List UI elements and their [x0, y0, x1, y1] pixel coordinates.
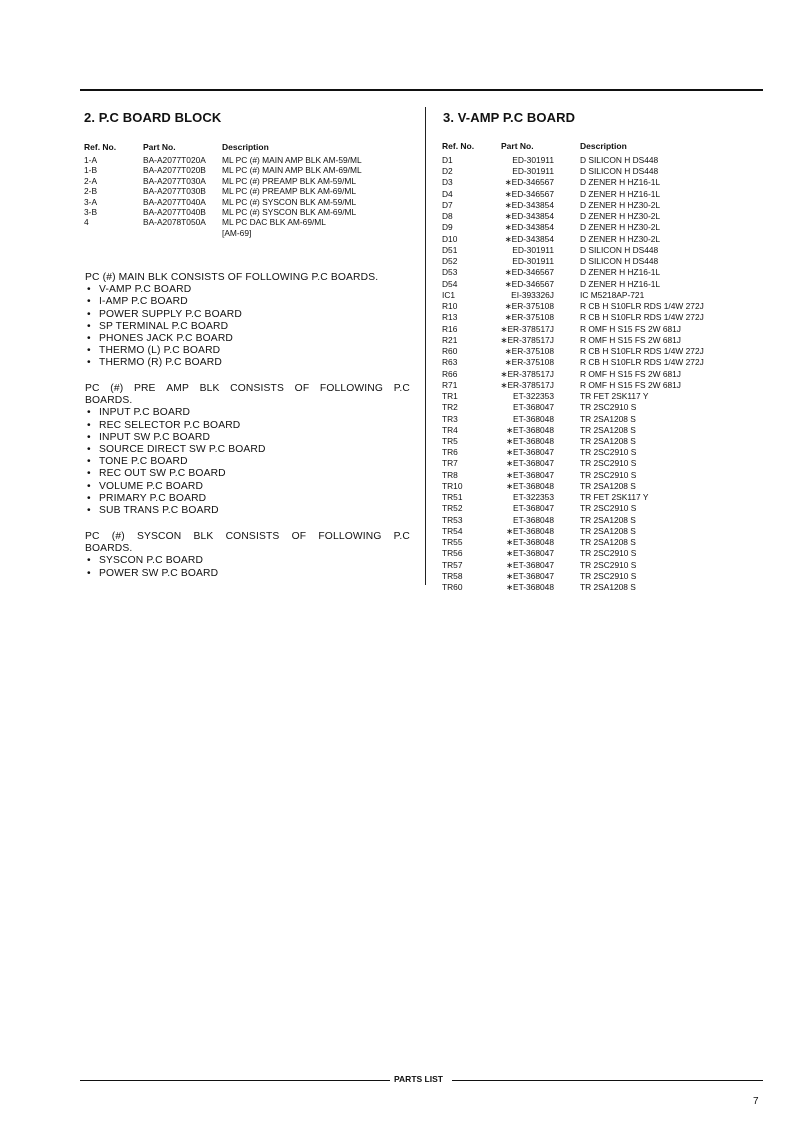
part-no: ∗ET-368047 [506, 559, 554, 570]
table-row [442, 267, 762, 278]
description: TR 2SC2910 S [580, 570, 637, 581]
description: D ZENER H HZ30-2L [580, 222, 661, 233]
pre-amp-blk-intro-cont: BOARDS. [85, 395, 133, 407]
description: TR 2SA1208 S [580, 413, 636, 424]
table-row [442, 200, 762, 211]
ref-no: TR51 [442, 492, 463, 503]
description: TR FET 2SK117 Y [580, 391, 649, 402]
intro-word: PC [85, 383, 100, 394]
intro-word: OF [291, 531, 307, 542]
table-row [442, 335, 762, 346]
description: ML PC (#) SYSCON BLK AM-69/ML [222, 207, 357, 217]
ref-no: D52 [442, 256, 458, 267]
ref-no: D1 [442, 155, 453, 165]
ref-no: D7 [442, 199, 453, 210]
part-no: ∗ET-368047 [506, 570, 554, 581]
part-no: ED-301911 [512, 244, 554, 255]
description: R OMF H S15 FS 2W 681J [580, 323, 681, 334]
right-col-header-ref: Ref. No. [442, 141, 475, 151]
ref-no: 1-B [84, 165, 98, 176]
table-row [442, 458, 762, 469]
list-item: • SP TERMINAL P.C BOARD [85, 321, 378, 333]
list-item: • TONE P.C BOARD [85, 456, 410, 468]
table-row [442, 503, 762, 514]
part-no: ∗ER-375108 [504, 346, 554, 357]
part-no: ∗ET-368048 [506, 582, 554, 593]
ref-no: TR58 [442, 570, 463, 581]
table-row [442, 279, 762, 290]
table-row [442, 481, 762, 492]
table-row [442, 492, 762, 503]
description: TR FET 2SK117 Y [580, 492, 649, 503]
description: TR 2SA1208 S [580, 436, 636, 446]
intro-word: (#) [111, 531, 125, 542]
table-row [442, 414, 762, 425]
part-no: ∗ER-378517J [500, 379, 554, 390]
part-no: ED-301911 [512, 256, 554, 267]
part-no: BA-A2077T030B [143, 186, 206, 197]
description: R OMF H S15 FS 2W 681J [580, 379, 681, 390]
part-no: ∗ET-368048 [506, 537, 554, 548]
table-row [442, 346, 762, 357]
section-title-pc-board-block: 2. P.C BOARD BLOCK [84, 110, 222, 125]
ref-no: TR55 [442, 537, 463, 548]
part-no: BA-A2078T050A [143, 217, 206, 228]
ref-no: TR56 [442, 548, 463, 559]
ref-no: 2-A [84, 175, 98, 186]
description: D ZENER H HZ30-2L [580, 199, 661, 210]
table-row [84, 186, 414, 197]
part-no: ED-301911 [512, 155, 554, 165]
top-rule [80, 89, 763, 91]
table-row [442, 537, 762, 548]
intro-word: FOLLOWING [319, 383, 384, 394]
ref-no: TR3 [442, 413, 458, 424]
table-row [84, 176, 414, 187]
table-row [442, 189, 762, 200]
syscon-blk-intro [85, 531, 410, 543]
part-no: BA-A2077T040A [143, 196, 206, 207]
intro-word: BLK [199, 383, 220, 394]
description: D ZENER H HZ16-1L [580, 188, 661, 199]
ref-no: TR57 [442, 559, 463, 570]
table-row [442, 391, 762, 402]
list-item: • SOURCE DIRECT SW P.C BOARD [85, 444, 410, 456]
ref-no: 3-B [84, 207, 98, 217]
description: TR 2SA1208 S [580, 582, 636, 593]
ref-no: TR53 [442, 514, 463, 525]
part-no: ∗ER-378517J [500, 323, 554, 334]
table-row [442, 245, 762, 256]
table-row [442, 357, 762, 368]
list-item: • INPUT SW P.C BOARD [85, 432, 410, 444]
intro-word: PC [85, 531, 100, 542]
intro-word: PRE [133, 383, 156, 394]
description: D SILICON H DS448 [580, 155, 659, 165]
intro-word: BLK [193, 531, 214, 542]
ref-no: TR60 [442, 582, 463, 593]
description: TR 2SC2910 S [580, 447, 637, 458]
list-item: • THERMO (L) P.C BOARD [85, 345, 378, 357]
intro-word: CONSISTS [230, 383, 285, 394]
description: D ZENER H HZ16-1L [580, 278, 661, 289]
part-no: ∗ET-368048 [506, 480, 554, 491]
column-divider [425, 107, 426, 585]
description: R OMF H S15 FS 2W 681J [580, 368, 681, 379]
part-no: ∗ET-368047 [506, 447, 554, 458]
description: D ZENER H HZ30-2L [580, 233, 661, 244]
table-row [84, 207, 414, 218]
description: ML PC (#) MAIN AMP BLK AM-59/ML [222, 155, 362, 165]
ref-no: TR2 [442, 402, 458, 413]
description: TR 2SC2910 S [580, 503, 637, 514]
ref-no: R71 [442, 379, 458, 390]
table-row [442, 234, 762, 245]
list-item: • POWER SUPPLY P.C BOARD [85, 309, 378, 321]
left-col-header-part: Part No. [143, 142, 176, 152]
table-row [442, 177, 762, 188]
ref-no: TR52 [442, 503, 463, 514]
intro-word: P.C [393, 531, 410, 542]
part-no: ∗ER-378517J [500, 334, 554, 345]
description: R CB H S10FLR RDS 1/4W 272J [580, 357, 704, 368]
intro-word: SYSCON [136, 531, 182, 542]
ref-no: TR5 [442, 436, 458, 446]
table-row [442, 324, 762, 335]
description: TR 2SC2910 S [580, 402, 637, 413]
ref-no: R63 [442, 357, 458, 368]
table-row [442, 380, 762, 391]
ref-no: D9 [442, 222, 453, 233]
ref-no: D10 [442, 233, 458, 244]
description: R OMF H S15 FS 2W 681J [580, 334, 681, 345]
table-row [84, 155, 414, 166]
footer-rule-left [80, 1080, 390, 1081]
ref-no: R66 [442, 368, 458, 379]
description: TR 2SA1208 S [580, 525, 636, 536]
table-row [442, 515, 762, 526]
main-blk-section [85, 272, 378, 370]
part-no: ET-322353 [513, 492, 554, 503]
table-row [442, 211, 762, 222]
table-row [84, 197, 414, 208]
description: D SILICON H DS448 [580, 244, 659, 255]
footer-rule-right [452, 1080, 763, 1081]
table-row [442, 425, 762, 436]
ref-no: TR8 [442, 469, 458, 480]
left-col-header-desc: Description [222, 142, 269, 152]
description: TR 2SC2910 S [580, 559, 637, 570]
part-no: ∗ET-368048 [506, 525, 554, 536]
intro-word: (#) [110, 383, 124, 394]
ref-no: D51 [442, 244, 458, 255]
table-row [84, 217, 414, 228]
ref-no: R60 [442, 346, 458, 357]
part-no: ∗ET-368048 [506, 424, 554, 435]
ref-no: TR10 [442, 480, 463, 491]
table-row [442, 436, 762, 447]
table-row [442, 526, 762, 537]
ref-no: R21 [442, 334, 458, 345]
ref-no: TR6 [442, 447, 458, 458]
description: IC M5218AP-721 [580, 289, 645, 300]
description: D ZENER H HZ16-1L [580, 177, 661, 188]
ref-no: R10 [442, 301, 458, 312]
ref-no: TR7 [442, 458, 458, 469]
section-title-v-amp-pc-board: 3. V-AMP P.C BOARD [443, 110, 576, 125]
main-blk-intro: PC (#) MAIN BLK CONSISTS OF FOLLOWING P.C BOARDS. [85, 272, 379, 283]
list-item: • REC OUT SW P.C BOARD [85, 468, 410, 480]
part-no: ∗ED-343854 [504, 199, 554, 210]
part-no: EI-393326J [511, 289, 554, 300]
part-no: BA-A2077T030A [143, 175, 206, 186]
description: R CB H S10FLR RDS 1/4W 272J [580, 301, 704, 312]
description: [AM-69] [222, 227, 252, 238]
ref-no: IC1 [442, 289, 456, 300]
part-no: ∗ER-375108 [504, 312, 554, 323]
list-item: • PHONES JACK P.C BOARD [85, 333, 378, 345]
description: D SILICON H DS448 [580, 256, 659, 267]
part-no: ∗ER-375108 [504, 301, 554, 312]
pre-amp-blk-section [85, 383, 410, 517]
part-no: ∗ED-346567 [504, 278, 554, 289]
part-no: ∗ED-343854 [504, 222, 554, 233]
table-row [442, 222, 762, 233]
description: D ZENER H HZ16-1L [580, 267, 661, 278]
syscon-blk-list [85, 555, 410, 579]
syscon-blk-intro-cont: BOARDS. [85, 543, 133, 555]
list-item: • INPUT P.C BOARD [85, 407, 410, 419]
description: R CB H S10FLR RDS 1/4W 272J [580, 346, 704, 357]
part-no: ∗ED-346567 [504, 177, 554, 188]
list-item: • VOLUME P.C BOARD [85, 481, 410, 493]
pre-amp-blk-list [85, 407, 410, 517]
part-no: ∗ET-368047 [506, 458, 554, 469]
part-no: BA-A2077T020B [143, 165, 206, 176]
left-col-header-ref: Ref. No. [84, 142, 117, 152]
description: TR 2SA1208 S [580, 514, 636, 525]
description: D ZENER H HZ30-2L [580, 211, 661, 222]
table-row [442, 312, 762, 323]
main-blk-list [85, 284, 378, 369]
part-no: ∗ED-346567 [504, 188, 554, 199]
table-row [442, 290, 762, 301]
ref-no: TR1 [442, 391, 458, 402]
intro-word: OF [294, 383, 310, 394]
list-item: • SUB TRANS P.C BOARD [85, 505, 410, 517]
table-row [84, 228, 414, 239]
description: TR 2SC2910 S [580, 548, 637, 559]
ref-no: R16 [442, 323, 458, 334]
part-no: ∗ED-346567 [504, 267, 554, 278]
part-no: ∗ET-368047 [506, 548, 554, 559]
table-row [442, 402, 762, 413]
table-row [84, 165, 414, 176]
description: TR 2SA1208 S [580, 424, 636, 435]
part-no: ∗ET-368047 [506, 469, 554, 480]
description: TR 2SA1208 S [580, 480, 636, 491]
ref-no: TR4 [442, 424, 458, 435]
table-row [442, 571, 762, 582]
ref-no: D8 [442, 211, 453, 222]
description: ML PC (#) PREAMP BLK AM-59/ML [222, 175, 357, 186]
description: TR 2SC2910 S [580, 458, 637, 469]
part-no: ET-368048 [513, 413, 554, 424]
ref-no: R13 [442, 312, 458, 323]
table-row [442, 560, 762, 571]
list-item: • POWER SW P.C BOARD [85, 568, 410, 580]
part-no: ED-301911 [512, 166, 554, 177]
ref-no: 1-A [84, 155, 98, 165]
ref-no: D3 [442, 177, 453, 188]
list-item: • SYSCON P.C BOARD [85, 555, 410, 567]
table-row [442, 301, 762, 312]
table-row [442, 155, 762, 166]
description: ML PC (#) SYSCON BLK AM-59/ML [222, 196, 357, 207]
description: TR 2SC2910 S [580, 469, 637, 480]
list-item: • V-AMP P.C BOARD [85, 284, 378, 296]
right-col-header-desc: Description [580, 141, 627, 151]
description: ML PC DAC BLK AM-69/ML [222, 217, 326, 228]
pre-amp-blk-intro [85, 383, 410, 395]
part-no: ∗ED-343854 [504, 233, 554, 244]
list-item: • THERMO (R) P.C BOARD [85, 357, 378, 369]
description: TR 2SA1208 S [580, 537, 636, 548]
table-row [442, 548, 762, 559]
ref-no: 2-B [84, 186, 98, 197]
intro-word: CONSISTS [225, 531, 280, 542]
part-no: ∗ER-378517J [500, 368, 554, 379]
ref-no: D54 [442, 278, 458, 289]
syscon-blk-section [85, 531, 410, 580]
list-item: • PRIMARY P.C BOARD [85, 493, 410, 505]
ref-no: D4 [442, 188, 453, 199]
table-row [442, 470, 762, 481]
ref-no: TR54 [442, 525, 463, 536]
table-row [442, 582, 762, 593]
part-no: BA-A2077T020A [143, 155, 206, 165]
ref-no: 3-A [84, 196, 98, 207]
part-no: ET-368047 [513, 402, 554, 413]
page-number: 7 [753, 1096, 759, 1107]
right-col-header-part: Part No. [501, 141, 534, 151]
description: ML PC (#) PREAMP BLK AM-69/ML [222, 186, 357, 197]
part-no: ET-368047 [513, 503, 554, 514]
ref-no: D2 [442, 166, 453, 177]
part-no: ET-368048 [513, 514, 554, 525]
description: D SILICON H DS448 [580, 166, 659, 177]
description: ML PC (#) MAIN AMP BLK AM-69/ML [222, 165, 362, 176]
intro-word: FOLLOWING [318, 531, 382, 542]
list-item: • REC SELECTOR P.C BOARD [85, 420, 410, 432]
ref-no: D53 [442, 267, 458, 278]
table-row [442, 256, 762, 267]
part-no: BA-A2077T040B [143, 207, 206, 217]
footer-label: PARTS LIST [394, 1074, 443, 1084]
part-no: ∗ER-375108 [504, 357, 554, 368]
intro-word: P.C [393, 383, 410, 394]
list-item: • I-AMP P.C BOARD [85, 296, 378, 308]
table-row [442, 447, 762, 458]
ref-no: 4 [84, 217, 89, 228]
description: R CB H S10FLR RDS 1/4W 272J [580, 312, 704, 323]
table-row [442, 369, 762, 380]
part-no: ET-322353 [513, 391, 554, 402]
table-row [442, 166, 762, 177]
part-no: ∗ET-368048 [506, 436, 554, 446]
part-no: ∗ED-343854 [504, 211, 554, 222]
intro-word: AMP [166, 383, 189, 394]
